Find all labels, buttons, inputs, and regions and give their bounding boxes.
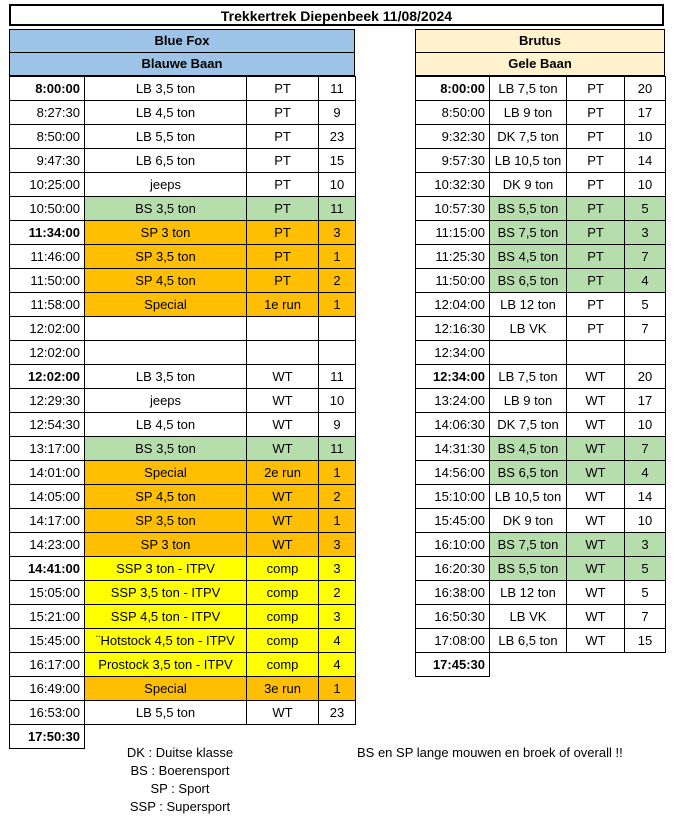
count-cell: 2 — [319, 485, 356, 509]
table-row — [416, 125, 666, 149]
count-cell: 1 — [319, 245, 356, 269]
time-cell: 11:25:30 — [416, 245, 490, 269]
type-cell: comp — [247, 629, 319, 653]
class-cell: jeeps — [85, 173, 247, 197]
count-cell — [625, 341, 666, 365]
time-cell: 15:10:00 — [416, 485, 490, 509]
table-row — [416, 581, 666, 605]
type-cell: PT — [567, 77, 625, 101]
time-cell: 16:38:00 — [416, 581, 490, 605]
class-cell: LB VK — [490, 317, 567, 341]
type-cell — [567, 341, 625, 365]
time-cell: 11:15:00 — [416, 221, 490, 245]
table-row — [416, 413, 666, 437]
time-cell: 16:17:00 — [10, 653, 85, 677]
count-cell: 4 — [319, 653, 356, 677]
class-cell: LB 9 ton — [490, 389, 567, 413]
class-cell: LB 10,5 ton — [490, 149, 567, 173]
table-row — [10, 341, 356, 365]
type-cell: 1e run — [247, 293, 319, 317]
table-row — [416, 173, 666, 197]
table-row — [416, 101, 666, 125]
type-cell: WT — [247, 533, 319, 557]
count-cell: 15 — [319, 149, 356, 173]
type-cell: PT — [247, 77, 319, 101]
type-cell: PT — [247, 197, 319, 221]
dress-code-note: BS en SP lange mouwen en broek of overall !! — [357, 745, 623, 760]
count-cell — [319, 341, 356, 365]
type-cell: comp — [247, 557, 319, 581]
table-row — [10, 653, 356, 677]
time-cell: 10:25:00 — [10, 173, 85, 197]
time-cell: 10:57:30 — [416, 197, 490, 221]
time-cell: 10:50:00 — [10, 197, 85, 221]
class-cell: SP 3,5 ton — [85, 245, 247, 269]
class-cell: jeeps — [85, 389, 247, 413]
type-cell: WT — [567, 413, 625, 437]
count-cell: 7 — [625, 317, 666, 341]
time-cell: 11:50:00 — [416, 269, 490, 293]
class-cell: BS 3,5 ton — [85, 437, 247, 461]
legend-item: BS : Boerensport — [130, 763, 230, 778]
type-cell: PT — [247, 173, 319, 197]
count-cell: 3 — [319, 221, 356, 245]
count-cell: 3 — [319, 533, 356, 557]
table-row — [416, 557, 666, 581]
count-cell: 5 — [625, 293, 666, 317]
table-row — [10, 365, 356, 389]
count-cell: 11 — [319, 77, 356, 101]
table-row — [416, 605, 666, 629]
time-cell: 15:05:00 — [10, 581, 85, 605]
count-cell: 2 — [319, 269, 356, 293]
class-cell: LB 4,5 ton — [85, 101, 247, 125]
class-cell: LB 6,5 ton — [85, 149, 247, 173]
table-row — [10, 461, 356, 485]
type-cell: PT — [247, 245, 319, 269]
type-cell: 2e run — [247, 461, 319, 485]
count-cell: 17 — [625, 389, 666, 413]
time-cell: 12:02:00 — [10, 365, 85, 389]
time-cell: 11:50:00 — [10, 269, 85, 293]
type-cell: WT — [247, 413, 319, 437]
class-cell: BS 5,5 ton — [490, 197, 567, 221]
time-cell: 9:57:30 — [416, 149, 490, 173]
class-cell: BS 3,5 ton — [85, 197, 247, 221]
class-cell: BS 5,5 ton — [490, 557, 567, 581]
table-row — [10, 149, 356, 173]
time-cell: 11:34:00 — [10, 221, 85, 245]
type-cell: WT — [567, 485, 625, 509]
class-cell: SSP 3 ton - ITPV — [85, 557, 247, 581]
class-cell: BS 6,5 ton — [490, 269, 567, 293]
time-cell: 13:17:00 — [10, 437, 85, 461]
type-cell: comp — [247, 581, 319, 605]
type-cell — [247, 317, 319, 341]
class-cell: LB 4,5 ton — [85, 413, 247, 437]
table-row — [10, 173, 356, 197]
time-cell: 14:56:00 — [416, 461, 490, 485]
count-cell: 10 — [625, 125, 666, 149]
table-row — [416, 533, 666, 557]
right-lane-header: Gele Baan — [415, 52, 665, 76]
class-cell: LB 5,5 ton — [85, 125, 247, 149]
time-cell: 14:01:00 — [10, 461, 85, 485]
class-cell: LB 12 ton — [490, 293, 567, 317]
time-cell: 12:02:00 — [10, 341, 85, 365]
table-row — [10, 221, 356, 245]
class-cell: SP 4,5 ton — [85, 485, 247, 509]
class-cell: Special — [85, 677, 247, 701]
time-cell: 14:31:30 — [416, 437, 490, 461]
table-row — [416, 293, 666, 317]
time-cell: 16:50:30 — [416, 605, 490, 629]
count-cell: 10 — [319, 173, 356, 197]
type-cell: PT — [567, 149, 625, 173]
count-cell — [319, 317, 356, 341]
table-row — [416, 269, 666, 293]
type-cell: PT — [247, 101, 319, 125]
count-cell: 20 — [625, 365, 666, 389]
count-cell: 4 — [319, 629, 356, 653]
table-row — [10, 677, 356, 701]
type-cell: comp — [247, 605, 319, 629]
count-cell: 3 — [319, 605, 356, 629]
table-row — [10, 533, 356, 557]
type-cell: WT — [567, 533, 625, 557]
table-row — [10, 125, 356, 149]
class-cell: LB 5,5 ton — [85, 701, 247, 725]
class-cell: LB 10,5 ton — [490, 485, 567, 509]
count-cell: 1 — [319, 509, 356, 533]
table-row — [10, 197, 356, 221]
legend — [95, 744, 265, 816]
class-cell: LB 3,5 ton — [85, 365, 247, 389]
time-cell: 14:05:00 — [10, 485, 85, 509]
time-cell: 8:27:30 — [10, 101, 85, 125]
type-cell: WT — [567, 509, 625, 533]
table-row — [10, 581, 356, 605]
table-row — [10, 101, 356, 125]
class-cell: BS 4,5 ton — [490, 245, 567, 269]
class-cell: LB 7,5 ton — [490, 77, 567, 101]
class-cell: LB 7,5 ton — [490, 365, 567, 389]
time-cell: 14:06:30 — [416, 413, 490, 437]
time-cell: 10:32:30 — [416, 173, 490, 197]
end-time-cell: 17:45:30 — [416, 653, 490, 677]
time-cell: 12:16:30 — [416, 317, 490, 341]
count-cell: 3 — [625, 533, 666, 557]
type-cell: WT — [567, 557, 625, 581]
time-cell: 11:46:00 — [10, 245, 85, 269]
class-cell: SP 3 ton — [85, 221, 247, 245]
table-row — [416, 485, 666, 509]
table-row — [10, 557, 356, 581]
table-row — [10, 77, 356, 101]
table-row — [10, 485, 356, 509]
left-team-header: Blue Fox — [9, 29, 355, 53]
class-cell: LB 9 ton — [490, 101, 567, 125]
class-cell: SSP 4,5 ton - ITPV — [85, 605, 247, 629]
class-cell — [85, 317, 247, 341]
table-row — [10, 437, 356, 461]
table-row — [416, 509, 666, 533]
legend-item: SP : Sport — [150, 781, 210, 796]
type-cell: PT — [567, 221, 625, 245]
type-cell: WT — [567, 437, 625, 461]
time-cell: 12:29:30 — [10, 389, 85, 413]
count-cell: 5 — [625, 581, 666, 605]
type-cell: WT — [247, 509, 319, 533]
count-cell: 10 — [625, 173, 666, 197]
table-row — [416, 389, 666, 413]
class-cell: ¨Hotstock 4,5 ton - ITPV — [85, 629, 247, 653]
table-row — [10, 293, 356, 317]
type-cell: PT — [567, 245, 625, 269]
type-cell: WT — [567, 581, 625, 605]
time-cell: 15:45:00 — [10, 629, 85, 653]
time-cell: 12:34:00 — [416, 365, 490, 389]
time-cell: 15:45:00 — [416, 509, 490, 533]
legend-item: DK : Duitse klasse — [126, 745, 234, 760]
count-cell: 14 — [625, 149, 666, 173]
table-row — [416, 77, 666, 101]
time-cell: 8:00:00 — [10, 77, 85, 101]
time-cell: 12:34:00 — [416, 341, 490, 365]
class-cell: DK 7,5 ton — [490, 125, 567, 149]
time-cell: 11:58:00 — [10, 293, 85, 317]
class-cell: LB 12 ton — [490, 581, 567, 605]
left-schedule-table — [9, 76, 356, 749]
type-cell: WT — [567, 389, 625, 413]
type-cell: PT — [247, 221, 319, 245]
count-cell: 23 — [319, 701, 356, 725]
count-cell: 1 — [319, 293, 356, 317]
class-cell: SP 3,5 ton — [85, 509, 247, 533]
class-cell: BS 7,5 ton — [490, 221, 567, 245]
type-cell: PT — [567, 101, 625, 125]
table-row — [10, 317, 356, 341]
table-row — [416, 341, 666, 365]
class-cell: Prostock 3,5 ton - ITPV — [85, 653, 247, 677]
time-cell: 12:04:00 — [416, 293, 490, 317]
count-cell: 7 — [625, 245, 666, 269]
time-cell: 16:53:00 — [10, 701, 85, 725]
time-cell: 17:08:00 — [416, 629, 490, 653]
time-cell: 9:32:30 — [416, 125, 490, 149]
time-cell: 8:00:00 — [416, 77, 490, 101]
count-cell: 9 — [319, 413, 356, 437]
class-cell: LB VK — [490, 605, 567, 629]
count-cell: 7 — [625, 605, 666, 629]
table-row — [10, 413, 356, 437]
count-cell: 9 — [319, 101, 356, 125]
type-cell: WT — [247, 389, 319, 413]
table-row — [416, 461, 666, 485]
count-cell: 23 — [319, 125, 356, 149]
time-cell: 14:23:00 — [10, 533, 85, 557]
table-row — [416, 365, 666, 389]
class-cell: SSP 3,5 ton - ITPV — [85, 581, 247, 605]
count-cell: 17 — [625, 101, 666, 125]
table-row — [10, 605, 356, 629]
class-cell: BS 4,5 ton — [490, 437, 567, 461]
count-cell: 10 — [625, 509, 666, 533]
legend-item: SSP : Supersport — [129, 799, 231, 814]
count-cell: 7 — [625, 437, 666, 461]
type-cell: PT — [247, 125, 319, 149]
type-cell: comp — [247, 653, 319, 677]
time-cell: 12:02:00 — [10, 317, 85, 341]
table-row — [416, 629, 666, 653]
time-cell: 15:21:00 — [10, 605, 85, 629]
table-row — [416, 221, 666, 245]
type-cell: PT — [567, 269, 625, 293]
time-cell: 8:50:00 — [10, 125, 85, 149]
count-cell: 20 — [625, 77, 666, 101]
count-cell: 10 — [319, 389, 356, 413]
time-cell: 9:47:30 — [10, 149, 85, 173]
type-cell: PT — [247, 269, 319, 293]
table-row — [10, 701, 356, 725]
right-team-header: Brutus — [415, 29, 665, 53]
end-time-cell: 17:50:30 — [10, 725, 85, 749]
class-cell: DK 7,5 ton — [490, 413, 567, 437]
type-cell: PT — [567, 173, 625, 197]
time-cell: 16:10:00 — [416, 533, 490, 557]
count-cell: 14 — [625, 485, 666, 509]
end-time-row — [416, 653, 666, 677]
class-cell: SP 4,5 ton — [85, 269, 247, 293]
count-cell: 5 — [625, 557, 666, 581]
time-cell: 8:50:00 — [416, 101, 490, 125]
type-cell: WT — [567, 629, 625, 653]
count-cell: 3 — [625, 221, 666, 245]
time-cell: 14:17:00 — [10, 509, 85, 533]
class-cell: BS 7,5 ton — [490, 533, 567, 557]
table-row — [10, 245, 356, 269]
class-cell: LB 6,5 ton — [490, 629, 567, 653]
table-row — [416, 197, 666, 221]
table-row — [10, 269, 356, 293]
type-cell: WT — [247, 365, 319, 389]
type-cell: PT — [567, 293, 625, 317]
class-cell — [85, 341, 247, 365]
type-cell: PT — [567, 317, 625, 341]
table-row — [416, 149, 666, 173]
class-cell: DK 9 ton — [490, 173, 567, 197]
count-cell: 4 — [625, 269, 666, 293]
count-cell: 15 — [625, 629, 666, 653]
type-cell: WT — [567, 461, 625, 485]
table-row — [416, 317, 666, 341]
table-row — [10, 509, 356, 533]
count-cell: 11 — [319, 437, 356, 461]
count-cell: 2 — [319, 581, 356, 605]
count-cell: 11 — [319, 197, 356, 221]
class-cell: Special — [85, 293, 247, 317]
table-row — [416, 245, 666, 269]
table-row — [10, 629, 356, 653]
page-title: Trekkertrek Diepenbeek 11/08/2024 — [9, 4, 664, 26]
count-cell: 10 — [625, 413, 666, 437]
time-cell: 12:54:30 — [10, 413, 85, 437]
class-cell: Special — [85, 461, 247, 485]
type-cell: 3e run — [247, 677, 319, 701]
count-cell: 11 — [319, 365, 356, 389]
time-cell: 16:20:30 — [416, 557, 490, 581]
type-cell: WT — [567, 365, 625, 389]
type-cell: WT — [247, 485, 319, 509]
type-cell — [247, 341, 319, 365]
count-cell: 1 — [319, 677, 356, 701]
class-cell: BS 6,5 ton — [490, 461, 567, 485]
count-cell: 1 — [319, 461, 356, 485]
table-row — [10, 389, 356, 413]
type-cell: PT — [567, 125, 625, 149]
left-lane-header: Blauwe Baan — [9, 52, 355, 76]
time-cell: 13:24:00 — [416, 389, 490, 413]
right-schedule-table — [415, 76, 666, 677]
time-cell: 16:49:00 — [10, 677, 85, 701]
class-cell: SP 3 ton — [85, 533, 247, 557]
class-cell: DK 9 ton — [490, 509, 567, 533]
count-cell: 4 — [625, 461, 666, 485]
type-cell: PT — [247, 149, 319, 173]
class-cell — [490, 341, 567, 365]
table-row — [416, 437, 666, 461]
type-cell: WT — [247, 437, 319, 461]
class-cell: LB 3,5 ton — [85, 77, 247, 101]
type-cell: PT — [567, 197, 625, 221]
type-cell: WT — [247, 701, 319, 725]
type-cell: WT — [567, 605, 625, 629]
time-cell: 14:41:00 — [10, 557, 85, 581]
count-cell: 5 — [625, 197, 666, 221]
count-cell: 3 — [319, 557, 356, 581]
